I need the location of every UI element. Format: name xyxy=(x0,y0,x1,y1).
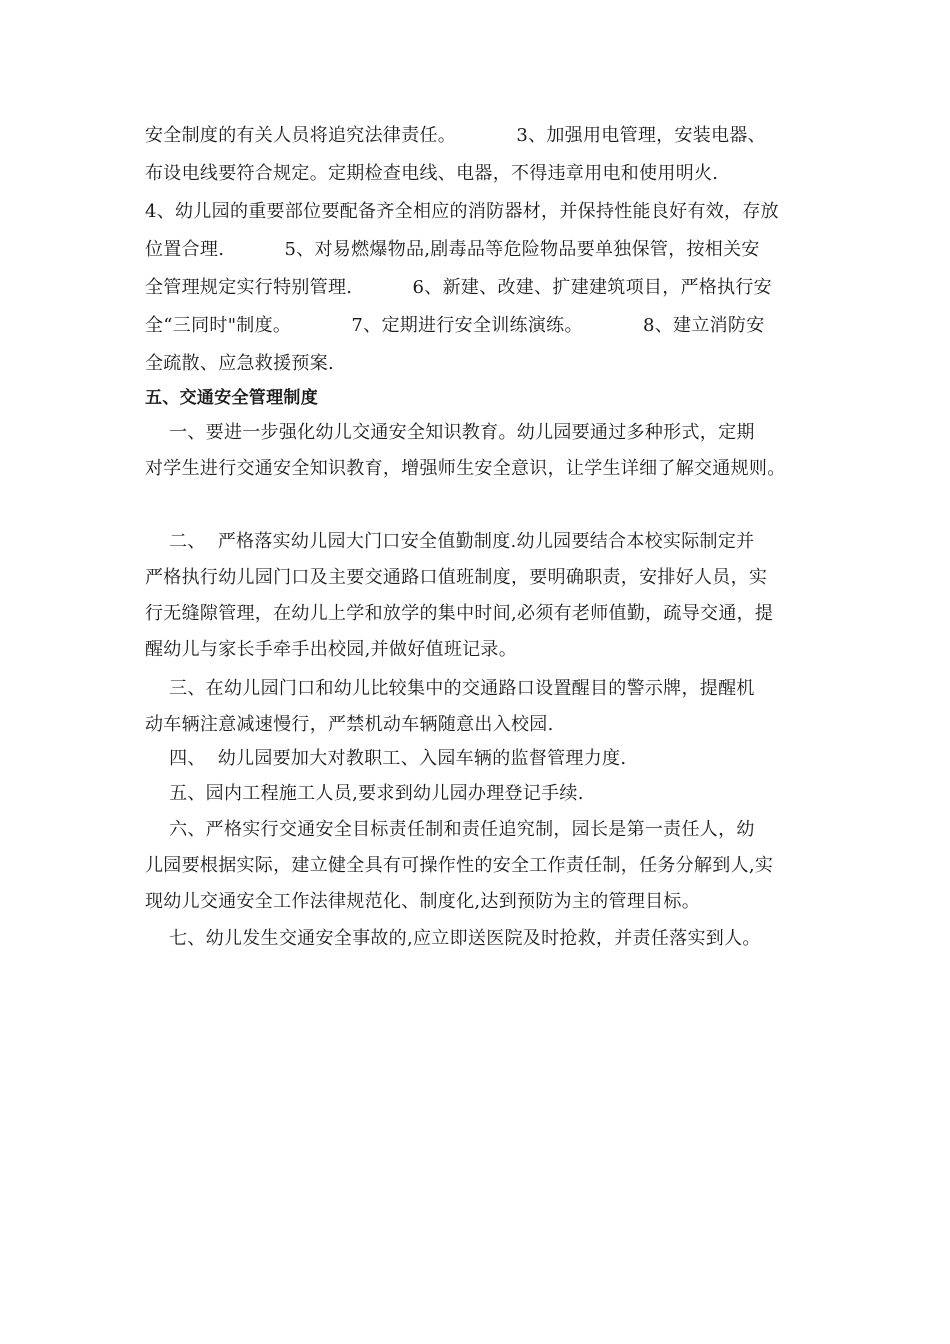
text-line: 位置合理. 5、对易燃爆物品,剧毒品等危险物品要单独保管，按相关安 xyxy=(145,239,760,260)
text-line: 安全制度的有关人员将追究法律责任。 3、加强用电管理，安装电器、 xyxy=(145,125,766,146)
paragraph-line: 严格执行幼儿园门口及主要交通路口值班制度，要明确职责，安排好人员，实 xyxy=(145,567,768,588)
text-line: 布设电线要符合规定。定期检查电线、电器，不得违章用电和使用明火. xyxy=(145,163,719,184)
paragraph-line: 现幼儿交通安全工作法律规范化、制度化,达到预防为主的管理目标。 xyxy=(145,891,701,912)
paragraph-line: 对学生进行交通安全知识教育，增强师生安全意识，让学生详细了解交通规则。 xyxy=(145,458,786,479)
paragraph-line: 动车辆注意减速慢行，严禁机动车辆随意出入校园. xyxy=(145,714,554,735)
paragraph-line: 六、严格实行交通安全目标责任制和责任追究制，园长是第一责任人，幼 xyxy=(145,819,755,840)
text-line: 全“三同时"制度。 7、定期进行安全训练演练。 8、建立消防安 xyxy=(145,315,765,336)
paragraph-line: 五、园内工程施工人员,要求到幼儿园办理登记手续. xyxy=(145,783,584,804)
text-line: 全疏散、应急救援预案. xyxy=(145,353,335,374)
paragraph-line: 一、要进一步强化幼儿交通安全知识教育。幼儿园要通过多种形式，定期 xyxy=(145,422,755,443)
section-heading: 五、交通安全管理制度 xyxy=(145,388,318,408)
paragraph-line: 儿园要根据实际，建立健全具有可操作性的安全工作责任制，任务分解到人,实 xyxy=(145,855,774,876)
paragraph-line: 二、 严格落实幼儿园大门口安全值勤制度.幼儿园要结合本校实际制定并 xyxy=(145,531,755,552)
text-line: 全管理规定实行特别管理. 6、新建、改建、扩建建筑项目，严格执行安 xyxy=(145,277,772,298)
paragraph-line: 三、在幼儿园门口和幼儿比较集中的交通路口设置醒目的警示牌，提醒机 xyxy=(145,678,755,699)
text-line: 4、幼儿园的重要部位要配备齐全相应的消防器材，并保持性能良好有效，存放 xyxy=(145,201,779,222)
paragraph-line: 行无缝隙管理，在幼儿上学和放学的集中时间,必须有老师值勤，疏导交通，提 xyxy=(145,603,774,624)
paragraph-line: 醒幼儿与家长手牵手出校园,并做好值班记录。 xyxy=(145,639,518,660)
paragraph-line: 七、幼儿发生交通安全事故的,应立即送医院及时抢救，并责任落实到人。 xyxy=(145,928,761,949)
paragraph-line: 四、 幼儿园要加大对教职工、入园车辆的监督管理力度. xyxy=(145,748,627,769)
